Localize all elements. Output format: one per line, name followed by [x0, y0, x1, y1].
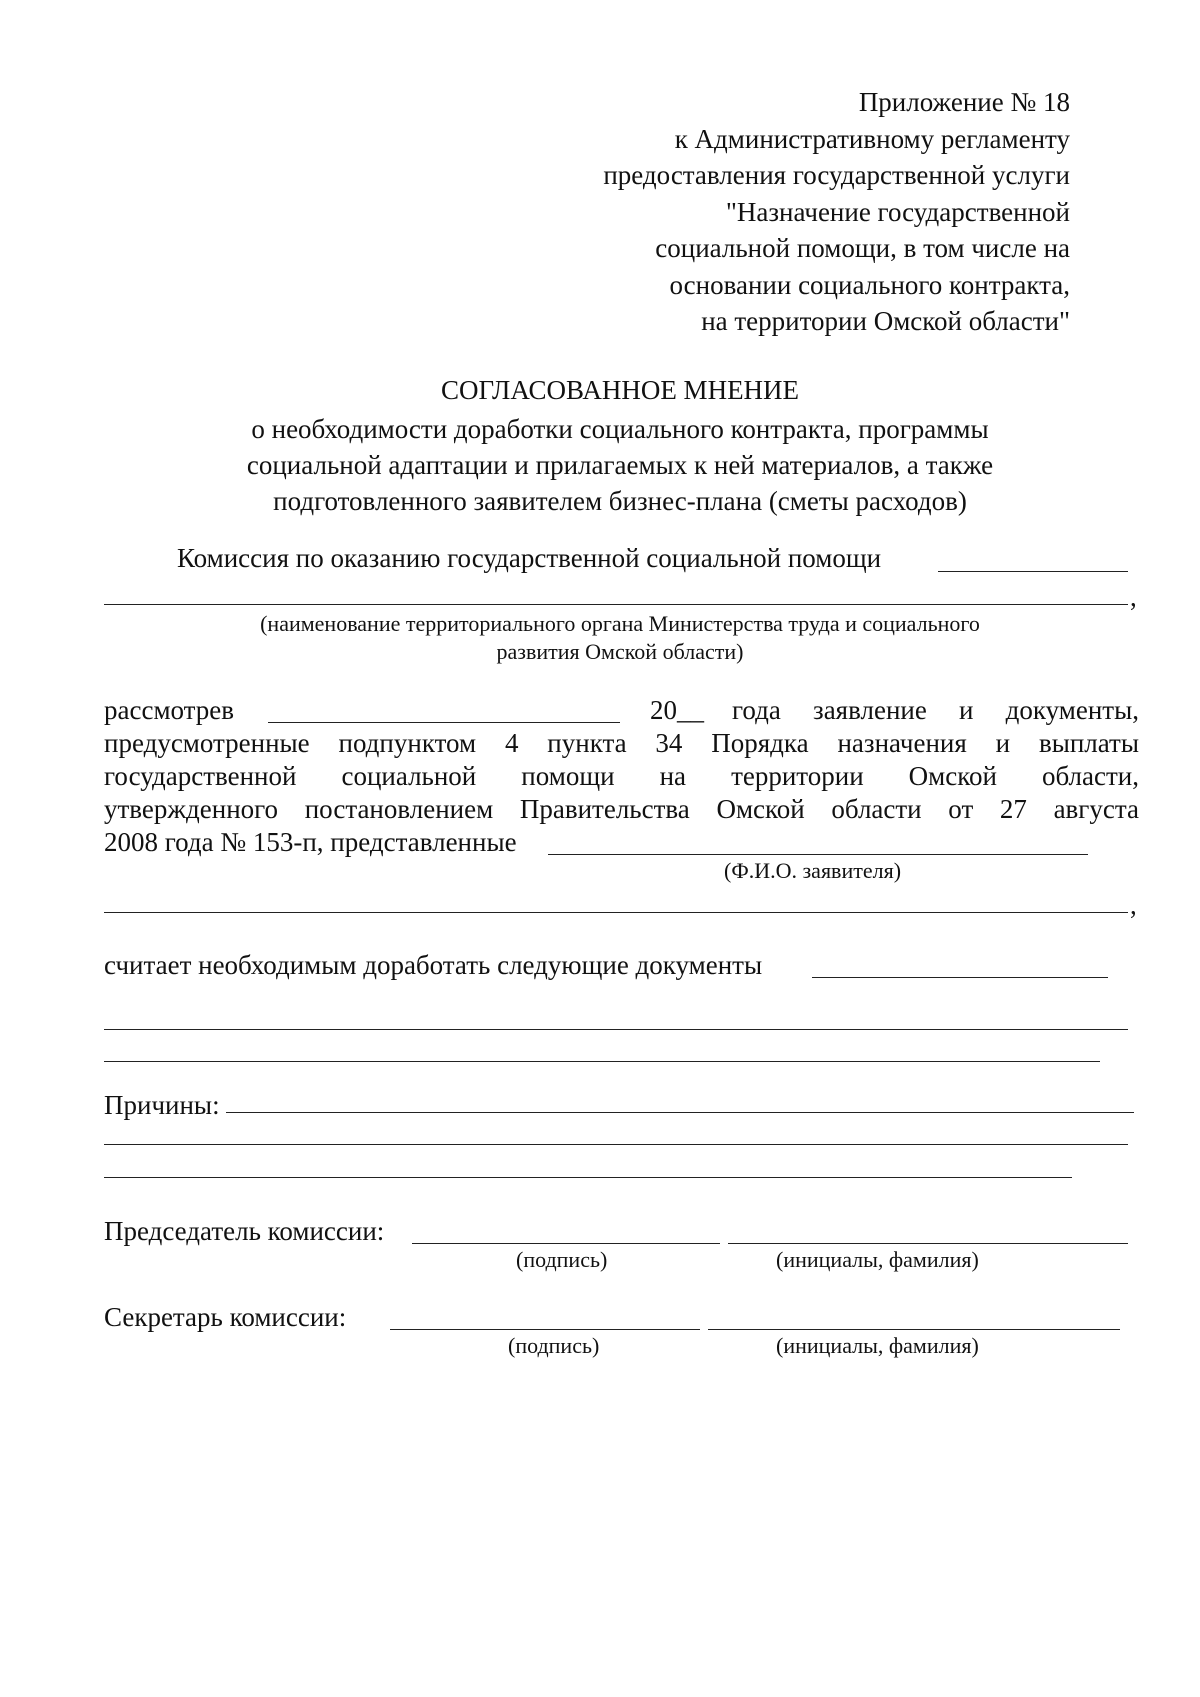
- word: 34: [655, 728, 683, 758]
- word: 27: [999, 794, 1027, 824]
- word: и: [995, 728, 1011, 758]
- secretary-signature-blank[interactable]: [390, 1329, 700, 1330]
- paragraph-line-3: [104, 761, 1139, 792]
- word: Порядка: [711, 728, 809, 758]
- documents-blank-2[interactable]: [104, 1029, 1128, 1030]
- chairman-signature-hint: (подпись): [516, 1247, 608, 1272]
- reasons-blank-3[interactable]: [104, 1177, 1072, 1178]
- applicant-hint: (Ф.И.О. заявителя): [724, 858, 902, 883]
- header-line: предоставления государственной услуги: [603, 160, 1070, 190]
- paragraph-line-4: [104, 794, 1139, 825]
- word: подпунктом: [338, 728, 477, 758]
- word-considering: рассмотрев: [104, 695, 235, 725]
- year-prefix: 20__: [650, 695, 704, 725]
- header-line: социальной помощи, в том числе на: [655, 233, 1070, 263]
- commission-label: Комиссия по оказанию государственной социальной помощи: [177, 543, 882, 573]
- word: августа: [1053, 794, 1139, 824]
- word: 4: [504, 728, 519, 758]
- word: пункта: [547, 728, 627, 758]
- commission-blank[interactable]: [938, 571, 1128, 572]
- chairman-name-blank[interactable]: [728, 1243, 1128, 1244]
- documents-blank[interactable]: [812, 977, 1108, 978]
- chairman-name-hint: (инициалы, фамилия): [776, 1247, 979, 1272]
- header-line: Приложение № 18: [858, 87, 1070, 117]
- secretary-label: Секретарь комиссии:: [104, 1302, 347, 1332]
- paragraph-line-5: 2008 года № 153-п, представленные: [104, 827, 517, 857]
- secretary-signature-hint: (подпись): [508, 1333, 600, 1358]
- hint-line: развития Омской области): [496, 639, 744, 664]
- word: Правительства: [519, 794, 690, 824]
- word: территории: [731, 761, 864, 791]
- word: Омской: [716, 794, 805, 824]
- header-line: на территории Омской области": [701, 306, 1070, 336]
- revise-label: считает необходимым доработать следующие документы: [104, 950, 763, 980]
- reasons-blank[interactable]: [226, 1112, 1134, 1113]
- word: государственной: [104, 761, 297, 791]
- applicant-name-blank[interactable]: [548, 854, 1088, 855]
- hint-line: (наименование территориального органа Министерства труда и социального: [260, 611, 980, 636]
- subtitle-line: о необходимости доработки социального контракта, программы: [251, 414, 989, 444]
- secretary-name-hint: (инициалы, фамилия): [776, 1333, 979, 1358]
- appendix-header: [370, 84, 1070, 340]
- subtitle-line: подготовленного заявителем бизнес-плана (сметы расходов): [273, 486, 967, 516]
- word: области: [831, 794, 922, 824]
- paragraph-line-2: [104, 728, 1139, 759]
- chairman-label: Председатель комиссии:: [104, 1216, 385, 1246]
- word: постановлением: [304, 794, 494, 824]
- word: помощи: [521, 761, 615, 791]
- header-line: основании социального контракта,: [669, 269, 1070, 300]
- reasons-blank-2[interactable]: [104, 1144, 1128, 1145]
- word: области,: [1041, 761, 1139, 791]
- documents-blank-3[interactable]: [104, 1061, 1100, 1062]
- word: на: [659, 761, 687, 791]
- word: назначения: [837, 728, 967, 758]
- paragraph-line-1: [732, 695, 1139, 726]
- applicant-continuation-blank[interactable]: [104, 912, 1128, 913]
- word: социальной: [341, 761, 477, 791]
- word: утвержденного: [104, 794, 279, 824]
- word: предусмотренные: [104, 728, 310, 758]
- word: заявление: [813, 695, 927, 725]
- header-line: к Административному регламенту: [674, 123, 1070, 154]
- date-blank[interactable]: [268, 722, 620, 723]
- word: Омской: [908, 761, 997, 791]
- secretary-name-blank[interactable]: [708, 1329, 1120, 1330]
- comma: ,: [1130, 890, 1137, 920]
- comma: ,: [1130, 582, 1137, 612]
- reasons-label: Причины:: [104, 1090, 220, 1120]
- word: документы,: [1005, 695, 1139, 725]
- word: года: [732, 695, 781, 725]
- subtitle-line: социальной адаптации и прилагаемых к ней материалов, а также: [246, 450, 994, 480]
- word: выплаты: [1038, 728, 1139, 758]
- word: от: [948, 794, 974, 824]
- chairman-signature-blank[interactable]: [412, 1243, 720, 1244]
- document-title: СОГЛАСОВАННОЕ МНЕНИЕ: [440, 375, 800, 405]
- document-subtitle: [0, 411, 1200, 519]
- territorial-body-hint: [0, 610, 1200, 666]
- header-line: "Назначение государственной: [725, 196, 1070, 227]
- word: и: [959, 695, 974, 725]
- territorial-body-blank[interactable]: [104, 604, 1128, 605]
